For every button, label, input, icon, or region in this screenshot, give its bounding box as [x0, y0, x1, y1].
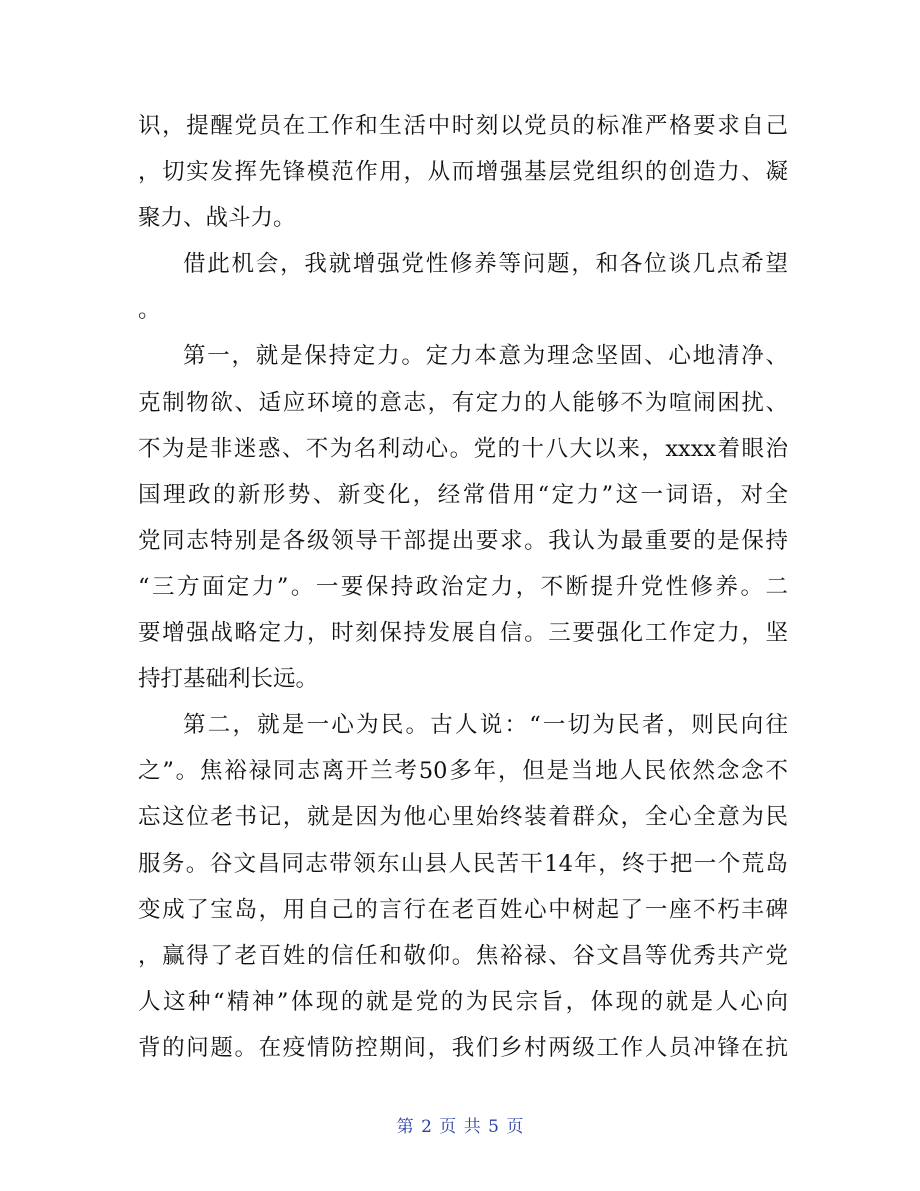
text-line: 党同志特别是各级领导干部提出要求。我认为最重要的是保持 — [138, 527, 788, 554]
text-line: 之”。焦裕禄同志离开兰考50多年，但是当地人民依然念念不 — [138, 758, 788, 785]
text-line: 变成了宝岛，用自己的言行在老百姓心中树起了一座不朽丰碑 — [138, 896, 788, 923]
text-line: 第二，就是一心为民。古人说：“一切为民者，则民向往 — [183, 712, 788, 739]
text-line: 借此机会，我就增强党性修养等问题，和各位谈几点希望 — [183, 251, 788, 278]
text-line: 识，提醒党员在工作和生活中时刻以党员的标准严格要求自己 — [138, 113, 788, 139]
text-line: 国理政的新形势、新变化，经常借用“定力”这一词语，对全 — [138, 481, 788, 508]
text-line: 忘这位老书记，就是因为他心里始终装着群众，全心全意为民 — [138, 804, 788, 831]
text-line: ，赢得了老百姓的信任和敬仰。焦裕禄、谷文昌等优秀共产党 — [138, 942, 788, 969]
text-line: 克制物欲、适应环境的意志，有定力的人能够不为喧闹困扰、 — [138, 389, 788, 416]
text-line: 人这种“精神”体现的就是党的为民宗旨，体现的就是人心向 — [138, 988, 788, 1015]
text-line: 要增强战略定力，时刻保持发展自信。三要强化工作定力，坚 — [138, 620, 788, 647]
text-line: 持打基础利长远。 — [138, 666, 319, 693]
document-body — [138, 103, 788, 1071]
text-line: 不为是非迷惑、不为名利动心。党的十八大以来，xxxx着眼治 — [138, 435, 788, 462]
text-line: ，切实发挥先锋模范作用，从而增强基层党组织的创造力、凝 — [138, 159, 788, 186]
text-line: 。 — [138, 297, 161, 324]
text-line: “三方面定力”。一要保持政治定力，不断提升党性修养。二 — [138, 573, 788, 600]
text-line: 聚力、战斗力。 — [138, 205, 296, 232]
text-line: 服务。谷文昌同志带领东山县人民苦干14年，终于把一个荒岛 — [138, 850, 788, 877]
page-footer: 第 2 页 共 5 页 — [396, 1117, 524, 1137]
text-line: 背的问题。在疫情防控期间，我们乡村两级工作人员冲锋在抗 — [138, 1034, 788, 1061]
text-line: 第一，就是保持定力。定力本意为理念坚固、心地清净、 — [183, 343, 788, 370]
